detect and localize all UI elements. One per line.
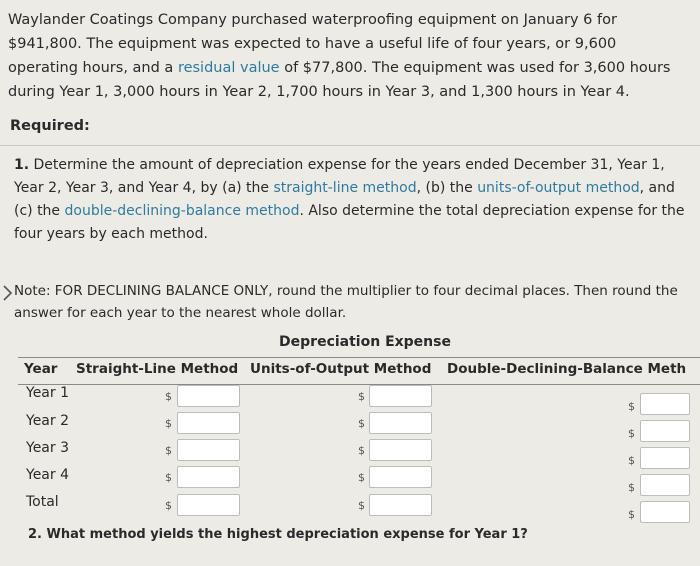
- row-label-year-1: Year 1: [26, 385, 69, 401]
- row-label-year-2: Year 2: [26, 413, 69, 429]
- dollar-sign: $: [358, 390, 365, 403]
- dollar-sign: $: [358, 444, 365, 457]
- dollar-sign: $: [165, 390, 172, 403]
- question-2-number: 2.: [28, 527, 42, 542]
- straight-line-year-3-input[interactable]: [177, 439, 240, 461]
- q1-text-3: , and (c) the: [14, 180, 675, 219]
- table-title-text: Depreciation Expense: [279, 334, 451, 350]
- straight-line-link[interactable]: straight-line method: [273, 180, 417, 196]
- question-1-number: 1.: [14, 157, 30, 173]
- ddb-year-2-input[interactable]: [640, 420, 690, 442]
- dollar-sign: $: [165, 471, 172, 484]
- residual-value-link[interactable]: residual value: [177, 60, 280, 76]
- row-label-year-3: Year 3: [26, 440, 69, 456]
- table-top-rule: [18, 357, 700, 358]
- q1-text-1: Determine the amount of depreciation expense for the years ended December 31, Year 1, Year 2, Year 3, and Year 4, by (a) the: [14, 157, 665, 196]
- dollar-sign: $: [165, 444, 172, 457]
- question-2: [28, 527, 528, 542]
- straight-line-total-input[interactable]: [177, 494, 240, 516]
- intro-text-2: of $77,800. The equipment was used for 3,600 hours during Year 1, 3,000 hours in Year 2, 1,700 hours in Year 3, and 1,300 hours in Year 4.: [8, 60, 671, 100]
- table-header-rule: [18, 384, 700, 385]
- header-units-of-output: Units-of-Output Method: [250, 361, 432, 377]
- dollar-sign: $: [358, 417, 365, 430]
- units-of-output-total-input[interactable]: [369, 494, 432, 516]
- straight-line-year-1-input[interactable]: [177, 385, 240, 407]
- dollar-sign: $: [628, 454, 635, 467]
- table-title: [0, 334, 700, 350]
- intro-text-1: Waylander Coatings Company purchased waterproofing equipment on January 6 for $941,800. The equipment was expected to have a useful life of four years, or 9,600 operating hours, and a: [8, 12, 617, 76]
- dollar-sign: $: [628, 400, 635, 413]
- ddb-year-4-input[interactable]: [640, 474, 690, 496]
- ddb-year-1-input[interactable]: [640, 393, 690, 415]
- row-label-total: Total: [26, 494, 59, 510]
- row-label-year-4: Year 4: [26, 467, 69, 483]
- section-divider: [0, 145, 700, 146]
- double-declining-balance-link[interactable]: double-declining-balance method: [64, 203, 300, 219]
- units-of-output-year-3-input[interactable]: [369, 439, 432, 461]
- header-year: Year: [24, 361, 58, 377]
- dollar-sign: $: [628, 481, 635, 494]
- straight-line-year-2-input[interactable]: [177, 412, 240, 434]
- units-of-output-year-4-input[interactable]: [369, 466, 432, 488]
- ddb-year-3-input[interactable]: [640, 447, 690, 469]
- units-of-output-link[interactable]: units-of-output method: [477, 180, 640, 196]
- dollar-sign: $: [628, 508, 635, 521]
- required-heading: Required:: [10, 118, 90, 134]
- q1-text-2: , (b) the: [416, 180, 478, 196]
- dollar-sign: $: [165, 499, 172, 512]
- ddb-total-input[interactable]: [640, 501, 690, 523]
- rounding-note: Note: FOR DECLINING BALANCE ONLY, round the multiplier to four decimal places. Then round the answer for each year to the nearest whole dollar.: [14, 283, 678, 321]
- dollar-sign: $: [358, 499, 365, 512]
- header-straight-line: Straight-Line Method: [76, 361, 239, 377]
- question-2-text: What method yields the highest depreciation expense for Year 1?: [41, 527, 528, 542]
- q1-text-4: . Also determine the total depreciation expense for the four years by each method.: [14, 203, 685, 242]
- units-of-output-year-2-input[interactable]: [369, 412, 432, 434]
- straight-line-year-4-input[interactable]: [177, 466, 240, 488]
- dollar-sign: $: [165, 417, 172, 430]
- dollar-sign: $: [358, 471, 365, 484]
- question-1: [14, 154, 690, 246]
- chevron-right-icon: [2, 283, 14, 307]
- dollar-sign: $: [628, 427, 635, 440]
- header-double-declining-balance: Double-Declining-Balance Meth: [447, 361, 687, 377]
- problem-intro: [8, 8, 688, 104]
- units-of-output-year-1-input[interactable]: [369, 385, 432, 407]
